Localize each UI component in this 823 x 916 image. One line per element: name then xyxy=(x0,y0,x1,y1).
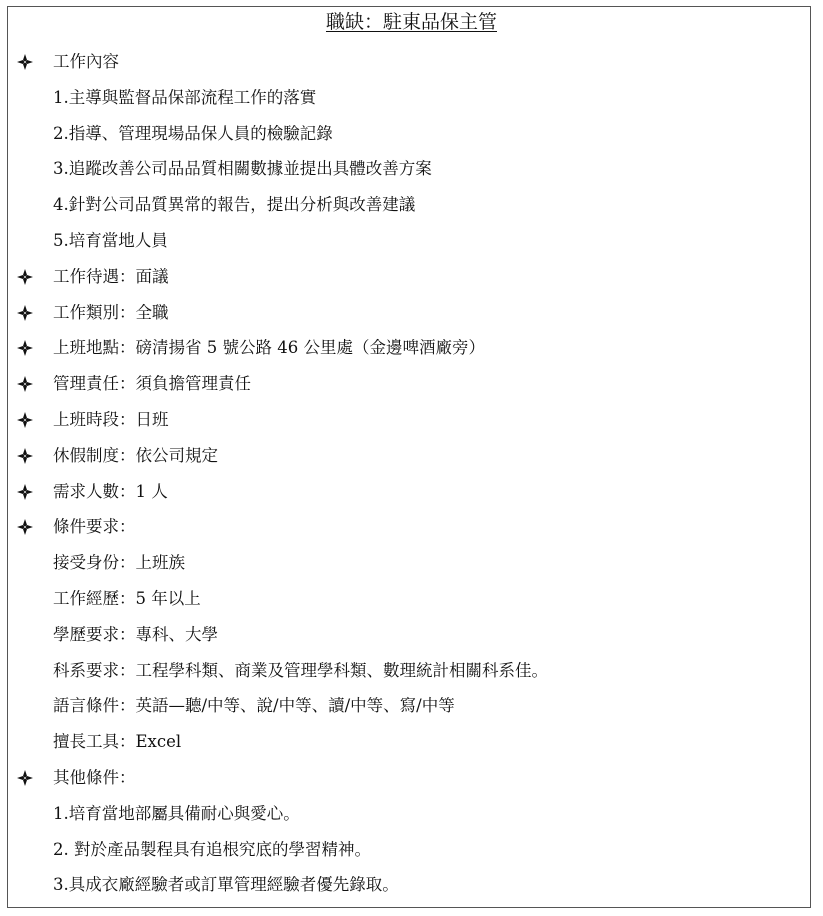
line-text: 3.具成衣廠經驗者或訂單管理經驗者優先錄取。 xyxy=(53,875,399,895)
line-text: 工作經歷：5 年以上 xyxy=(53,589,201,608)
line-text: 1.培育當地部屬具備耐心與愛心。 xyxy=(53,803,300,823)
page-title-text: 職缺：駐東品保主管 xyxy=(325,11,497,33)
line-text: 休假制度：依公司規定 xyxy=(53,445,218,465)
line-text: 4.針對公司品質異常的報告，提出分析與改善建議 xyxy=(53,195,416,215)
line-text: 學歷要求：專科、大學 xyxy=(53,624,218,644)
diamond-bullet-icon xyxy=(16,53,34,71)
diamond-bullet-icon xyxy=(16,375,34,393)
line-text: 需求人數：1 人 xyxy=(53,481,168,501)
line-text: 工作類別：全職 xyxy=(53,302,169,322)
diamond-bullet-icon xyxy=(16,411,34,429)
line-text: 3.追蹤改善公司品品質相關數據並提出具體改善方案 xyxy=(53,159,432,179)
line-text: 2.指導、管理現場品保人員的檢驗記錄 xyxy=(53,123,333,143)
diamond-bullet-icon xyxy=(16,483,34,501)
line-text: 科系要求：工程學科類、商業及管理學科類、數理統計相關科系佳。 xyxy=(53,660,548,680)
line-text: 2. 對於產品製程具有追根究底的學習精神。 xyxy=(53,839,371,859)
diamond-bullet-icon xyxy=(16,339,34,357)
line-text: 其他條件： xyxy=(53,768,136,787)
line-text: 工作待遇：面議 xyxy=(53,266,169,286)
line-text: 管理責任：須負擔管理責任 xyxy=(53,374,251,394)
line-text: 擅長工具：Excel xyxy=(53,732,182,752)
line-text: 5.培育當地人員 xyxy=(53,231,168,250)
line-text: 上班時段：日班 xyxy=(53,410,169,429)
diamond-bullet-icon xyxy=(16,769,34,787)
diamond-bullet-icon xyxy=(16,268,34,286)
line-text: 1.主導與監督品保部流程工作的落實 xyxy=(53,87,317,107)
diamond-bullet-icon xyxy=(16,447,34,465)
page-title xyxy=(0,10,823,34)
diamond-bullet-icon xyxy=(16,518,34,536)
line-text: 語言條件：英語—聽/中等、說/中等、讀/中等、寫/中等 xyxy=(53,696,455,716)
line-text: 條件要求： xyxy=(53,517,136,537)
line-text: 工作內容 xyxy=(53,52,119,71)
line-text: 上班地點：磅清揚省 5 號公路 46 公里處（金邊啤酒廠旁） xyxy=(53,338,485,358)
line-text: 接受身份：上班族 xyxy=(53,553,185,573)
diamond-bullet-icon xyxy=(16,304,34,322)
